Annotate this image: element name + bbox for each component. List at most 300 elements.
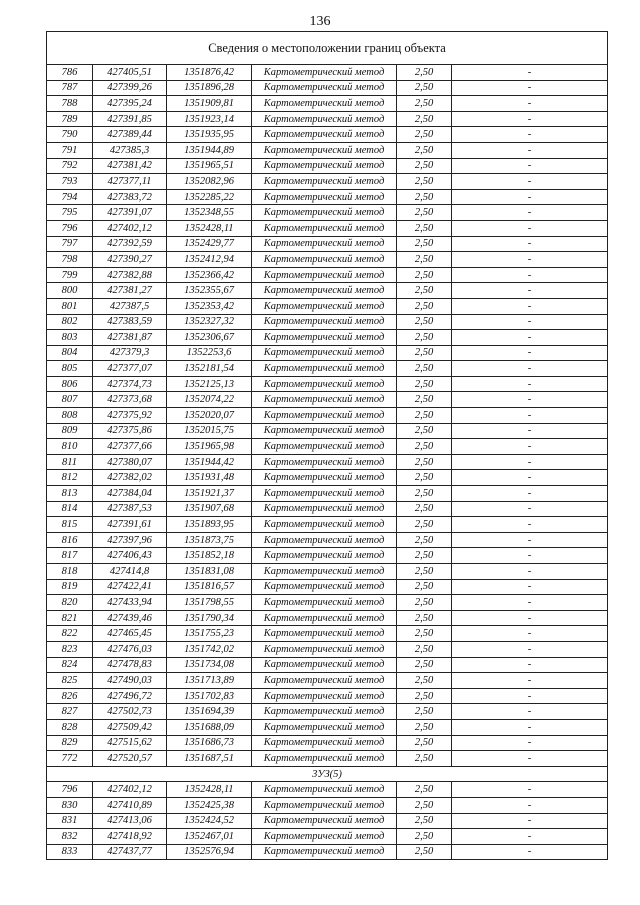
x-coordinate-cell: 427390,27 [93,252,167,268]
method-cell: Картометрический метод [252,735,397,751]
method-cell: Картометрический метод [252,298,397,314]
y-coordinate-cell: 1351935,95 [167,127,252,143]
accuracy-cell: 2,50 [397,486,452,502]
y-coordinate-cell: 1351923,14 [167,111,252,127]
accuracy-cell: 2,50 [397,283,452,299]
description-cell: - [452,564,608,580]
x-coordinate-cell: 427377,66 [93,439,167,455]
accuracy-cell: 2,50 [397,688,452,704]
table-row [47,579,608,595]
x-coordinate-cell: 427422,41 [93,579,167,595]
accuracy-cell: 2,50 [397,517,452,533]
description-cell: - [452,298,608,314]
table-row [47,220,608,236]
point-number-cell: 796 [47,782,93,798]
x-coordinate-cell: 427439,46 [93,610,167,626]
page-number: 136 [309,14,331,29]
description-cell: - [452,236,608,252]
description-cell: - [452,392,608,408]
point-number-cell: 772 [47,751,93,767]
method-cell: Картометрический метод [252,408,397,424]
description-cell: - [452,330,608,346]
y-coordinate-cell: 1351873,75 [167,532,252,548]
y-coordinate-cell: 1352429,77 [167,236,252,252]
method-cell: Картометрический метод [252,376,397,392]
description-cell: - [452,80,608,96]
table-row [47,844,608,860]
accuracy-cell: 2,50 [397,844,452,860]
point-number-cell: 788 [47,96,93,112]
description-cell: - [452,267,608,283]
table-row [47,797,608,813]
point-number-cell: 820 [47,595,93,611]
table-row [47,813,608,829]
method-cell: Картометрический метод [252,205,397,221]
y-coordinate-cell: 1352348,55 [167,205,252,221]
y-coordinate-cell: 1352082,96 [167,174,252,190]
x-coordinate-cell: 427515,62 [93,735,167,751]
x-coordinate-cell: 427496,72 [93,688,167,704]
table-row [47,532,608,548]
accuracy-cell: 2,50 [397,408,452,424]
y-coordinate-cell: 1352355,67 [167,283,252,299]
accuracy-cell: 2,50 [397,548,452,564]
x-coordinate-cell: 427383,59 [93,314,167,330]
y-coordinate-cell: 1351694,39 [167,704,252,720]
method-cell: Картометрический метод [252,657,397,673]
table-row [47,486,608,502]
y-coordinate-cell: 1352576,94 [167,844,252,860]
y-coordinate-cell: 1352425,38 [167,797,252,813]
point-number-cell: 825 [47,673,93,689]
x-coordinate-cell: 427387,5 [93,298,167,314]
description-cell: - [452,657,608,673]
point-number-cell: 790 [47,127,93,143]
description-cell: - [452,548,608,564]
description-cell: - [452,470,608,486]
description-cell: - [452,501,608,517]
accuracy-cell: 2,50 [397,704,452,720]
x-coordinate-cell: 427381,87 [93,330,167,346]
accuracy-cell: 2,50 [397,532,452,548]
y-coordinate-cell: 1351798,55 [167,595,252,611]
method-cell: Картометрический метод [252,673,397,689]
point-number-cell: 793 [47,174,93,190]
method-cell: Картометрический метод [252,111,397,127]
method-cell: Картометрический метод [252,174,397,190]
accuracy-cell: 2,50 [397,579,452,595]
point-number-cell: 803 [47,330,93,346]
method-cell: Картометрический метод [252,782,397,798]
method-cell: Картометрический метод [252,189,397,205]
description-cell: - [452,517,608,533]
table-row [47,673,608,689]
x-coordinate-cell: 427402,12 [93,782,167,798]
x-coordinate-cell: 427391,85 [93,111,167,127]
method-cell: Картометрический метод [252,96,397,112]
point-number-cell: 807 [47,392,93,408]
method-cell: Картометрический метод [252,532,397,548]
point-number-cell: 791 [47,142,93,158]
method-cell: Картометрический метод [252,236,397,252]
table-row [47,314,608,330]
x-coordinate-cell: 427437,77 [93,844,167,860]
method-cell: Картометрический метод [252,439,397,455]
y-coordinate-cell: 1351790,34 [167,610,252,626]
description-cell: - [452,189,608,205]
table-row [47,111,608,127]
table-row [47,626,608,642]
description-cell: - [452,595,608,611]
method-cell: Картометрический метод [252,80,397,96]
method-cell: Картометрический метод [252,564,397,580]
table-row [47,704,608,720]
method-cell: Картометрический метод [252,330,397,346]
point-number-cell: 809 [47,423,93,439]
table-row [47,392,608,408]
accuracy-cell: 2,50 [397,735,452,751]
accuracy-cell: 2,50 [397,829,452,845]
method-cell: Картометрический метод [252,470,397,486]
x-coordinate-cell: 427375,92 [93,408,167,424]
point-number-cell: 812 [47,470,93,486]
point-number-cell: 796 [47,220,93,236]
accuracy-cell: 2,50 [397,501,452,517]
y-coordinate-cell: 1351965,51 [167,158,252,174]
x-coordinate-cell: 427375,86 [93,423,167,439]
method-cell: Картометрический метод [252,142,397,158]
x-coordinate-cell: 427520,57 [93,751,167,767]
accuracy-cell: 2,50 [397,782,452,798]
method-cell: Картометрический метод [252,797,397,813]
x-coordinate-cell: 427406,43 [93,548,167,564]
method-cell: Картометрический метод [252,610,397,626]
x-coordinate-cell: 427397,96 [93,532,167,548]
description-cell: - [452,486,608,502]
table-row [47,501,608,517]
description-cell: - [452,719,608,735]
description-cell: - [452,829,608,845]
description-cell: - [452,454,608,470]
y-coordinate-cell: 1351713,89 [167,673,252,689]
description-cell: - [452,345,608,361]
table-title: Сведения о местоположении границ объекта [47,32,608,65]
x-coordinate-cell: 427478,83 [93,657,167,673]
table-row [47,330,608,346]
accuracy-cell: 2,50 [397,267,452,283]
description-cell: - [452,252,608,268]
x-coordinate-cell: 427392,59 [93,236,167,252]
point-number-cell: 804 [47,345,93,361]
point-number-cell: 795 [47,205,93,221]
y-coordinate-cell: 1352424,52 [167,813,252,829]
x-coordinate-cell: 427418,92 [93,829,167,845]
x-coordinate-cell: 427379,3 [93,345,167,361]
x-coordinate-cell: 427382,02 [93,470,167,486]
method-cell: Картометрический метод [252,501,397,517]
description-cell: - [452,532,608,548]
x-coordinate-cell: 427490,03 [93,673,167,689]
accuracy-cell: 2,50 [397,470,452,486]
accuracy-cell: 2,50 [397,610,452,626]
point-number-cell: 818 [47,564,93,580]
method-cell: Картометрический метод [252,314,397,330]
table-row [47,80,608,96]
method-cell: Картометрический метод [252,751,397,767]
y-coordinate-cell: 1351893,95 [167,517,252,533]
description-cell: - [452,844,608,860]
point-number-cell: 819 [47,579,93,595]
point-number-cell: 802 [47,314,93,330]
point-number-cell: 811 [47,454,93,470]
accuracy-cell: 2,50 [397,626,452,642]
description-cell: - [452,65,608,81]
y-coordinate-cell: 1352020,07 [167,408,252,424]
point-number-cell: 814 [47,501,93,517]
y-coordinate-cell: 1351931,48 [167,470,252,486]
table-row [47,719,608,735]
y-coordinate-cell: 1352353,42 [167,298,252,314]
y-coordinate-cell: 1351909,81 [167,96,252,112]
x-coordinate-cell: 427391,61 [93,517,167,533]
x-coordinate-cell: 427502,73 [93,704,167,720]
x-coordinate-cell: 427395,24 [93,96,167,112]
description-cell: - [452,641,608,657]
table-row [47,454,608,470]
description-cell: - [452,96,608,112]
description-cell: - [452,579,608,595]
y-coordinate-cell: 1352285,22 [167,189,252,205]
accuracy-cell: 2,50 [397,376,452,392]
description-cell: - [452,423,608,439]
table-row [47,127,608,143]
x-coordinate-cell: 427405,51 [93,65,167,81]
y-coordinate-cell: 1351702,83 [167,688,252,704]
table-row [47,517,608,533]
accuracy-cell: 2,50 [397,423,452,439]
x-coordinate-cell: 427384,04 [93,486,167,502]
y-coordinate-cell: 1351686,73 [167,735,252,751]
x-coordinate-cell: 427381,42 [93,158,167,174]
table-row [47,283,608,299]
y-coordinate-cell: 1352125,13 [167,376,252,392]
y-coordinate-cell: 1352428,11 [167,782,252,798]
description-cell: - [452,205,608,221]
table-row [47,189,608,205]
y-coordinate-cell: 1351687,51 [167,751,252,767]
x-coordinate-cell: 427389,44 [93,127,167,143]
table-row [47,298,608,314]
y-coordinate-cell: 1352412,94 [167,252,252,268]
method-cell: Картометрический метод [252,65,397,81]
table-row [47,205,608,221]
description-cell: - [452,813,608,829]
x-coordinate-cell: 427387,53 [93,501,167,517]
method-cell: Картометрический метод [252,423,397,439]
description-cell: - [452,751,608,767]
table-row [47,439,608,455]
point-number-cell: 808 [47,408,93,424]
y-coordinate-cell: 1351896,28 [167,80,252,96]
description-cell: - [452,797,608,813]
y-coordinate-cell: 1351944,42 [167,454,252,470]
table-row [47,376,608,392]
x-coordinate-cell: 427385,3 [93,142,167,158]
method-cell: Картометрический метод [252,704,397,720]
section-label: 3УЗ(5) [47,766,608,782]
x-coordinate-cell: 427476,03 [93,641,167,657]
point-number-cell: 832 [47,829,93,845]
method-cell: Картометрический метод [252,345,397,361]
x-coordinate-cell: 427410,89 [93,797,167,813]
point-number-cell: 822 [47,626,93,642]
y-coordinate-cell: 1352253,6 [167,345,252,361]
point-number-cell: 787 [47,80,93,96]
accuracy-cell: 2,50 [397,174,452,190]
y-coordinate-cell: 1351831,08 [167,564,252,580]
description-cell: - [452,314,608,330]
point-number-cell: 799 [47,267,93,283]
method-cell: Картометрический метод [252,548,397,564]
accuracy-cell: 2,50 [397,361,452,377]
accuracy-cell: 2,50 [397,345,452,361]
point-number-cell: 830 [47,797,93,813]
accuracy-cell: 2,50 [397,65,452,81]
point-number-cell: 806 [47,376,93,392]
y-coordinate-cell: 1352306,67 [167,330,252,346]
accuracy-cell: 2,50 [397,751,452,767]
table-row [47,252,608,268]
method-cell: Картометрический метод [252,267,397,283]
point-number-cell: 801 [47,298,93,314]
method-cell: Картометрический метод [252,641,397,657]
accuracy-cell: 2,50 [397,298,452,314]
y-coordinate-cell: 1351921,37 [167,486,252,502]
table-row [47,564,608,580]
x-coordinate-cell: 427402,12 [93,220,167,236]
table-row [47,142,608,158]
description-cell: - [452,220,608,236]
table-row [47,345,608,361]
x-coordinate-cell: 427382,88 [93,267,167,283]
description-cell: - [452,782,608,798]
method-cell: Картометрический метод [252,844,397,860]
accuracy-cell: 2,50 [397,189,452,205]
method-cell: Картометрический метод [252,486,397,502]
method-cell: Картометрический метод [252,392,397,408]
accuracy-cell: 2,50 [397,797,452,813]
accuracy-cell: 2,50 [397,314,452,330]
x-coordinate-cell: 427380,07 [93,454,167,470]
point-number-cell: 828 [47,719,93,735]
y-coordinate-cell: 1351688,09 [167,719,252,735]
accuracy-cell: 2,50 [397,641,452,657]
x-coordinate-cell: 427433,94 [93,595,167,611]
accuracy-cell: 2,50 [397,454,452,470]
x-coordinate-cell: 427413,06 [93,813,167,829]
description-cell: - [452,626,608,642]
method-cell: Картометрический метод [252,719,397,735]
description-cell: - [452,673,608,689]
point-number-cell: 823 [47,641,93,657]
point-number-cell: 813 [47,486,93,502]
method-cell: Картометрический метод [252,454,397,470]
accuracy-cell: 2,50 [397,392,452,408]
y-coordinate-cell: 1351816,57 [167,579,252,595]
point-number-cell: 800 [47,283,93,299]
table-row [47,267,608,283]
point-number-cell: 821 [47,610,93,626]
description-cell: - [452,283,608,299]
accuracy-cell: 2,50 [397,80,452,96]
method-cell: Картометрический метод [252,688,397,704]
description-cell: - [452,704,608,720]
accuracy-cell: 2,50 [397,111,452,127]
accuracy-cell: 2,50 [397,564,452,580]
y-coordinate-cell: 1352074,22 [167,392,252,408]
y-coordinate-cell: 1352366,42 [167,267,252,283]
point-number-cell: 831 [47,813,93,829]
point-number-cell: 810 [47,439,93,455]
table-title-row [47,32,608,65]
point-number-cell: 827 [47,704,93,720]
x-coordinate-cell: 427383,72 [93,189,167,205]
point-number-cell: 817 [47,548,93,564]
table-row [47,595,608,611]
x-coordinate-cell: 427381,27 [93,283,167,299]
description-cell: - [452,142,608,158]
accuracy-cell: 2,50 [397,673,452,689]
table-row [47,236,608,252]
y-coordinate-cell: 1352327,32 [167,314,252,330]
y-coordinate-cell: 1351734,08 [167,657,252,673]
description-cell: - [452,111,608,127]
description-cell: - [452,735,608,751]
table-row [47,158,608,174]
y-coordinate-cell: 1351944,89 [167,142,252,158]
y-coordinate-cell: 1352428,11 [167,220,252,236]
x-coordinate-cell: 427391,07 [93,205,167,221]
method-cell: Картометрический метод [252,127,397,143]
accuracy-cell: 2,50 [397,252,452,268]
boundary-coordinates-table [46,31,608,860]
point-number-cell: 824 [47,657,93,673]
accuracy-cell: 2,50 [397,595,452,611]
method-cell: Картометрический метод [252,626,397,642]
y-coordinate-cell: 1352181,54 [167,361,252,377]
accuracy-cell: 2,50 [397,220,452,236]
table-row [47,735,608,751]
y-coordinate-cell: 1352015,75 [167,423,252,439]
point-number-cell: 829 [47,735,93,751]
accuracy-cell: 2,50 [397,330,452,346]
method-cell: Картометрический метод [252,220,397,236]
method-cell: Картометрический метод [252,595,397,611]
accuracy-cell: 2,50 [397,142,452,158]
table-row [47,641,608,657]
method-cell: Картометрический метод [252,283,397,299]
table-row [47,610,608,626]
method-cell: Картометрический метод [252,813,397,829]
table-row [47,470,608,486]
point-number-cell: 797 [47,236,93,252]
description-cell: - [452,127,608,143]
description-cell: - [452,610,608,626]
method-cell: Картометрический метод [252,517,397,533]
accuracy-cell: 2,50 [397,657,452,673]
description-cell: - [452,158,608,174]
point-number-cell: 815 [47,517,93,533]
